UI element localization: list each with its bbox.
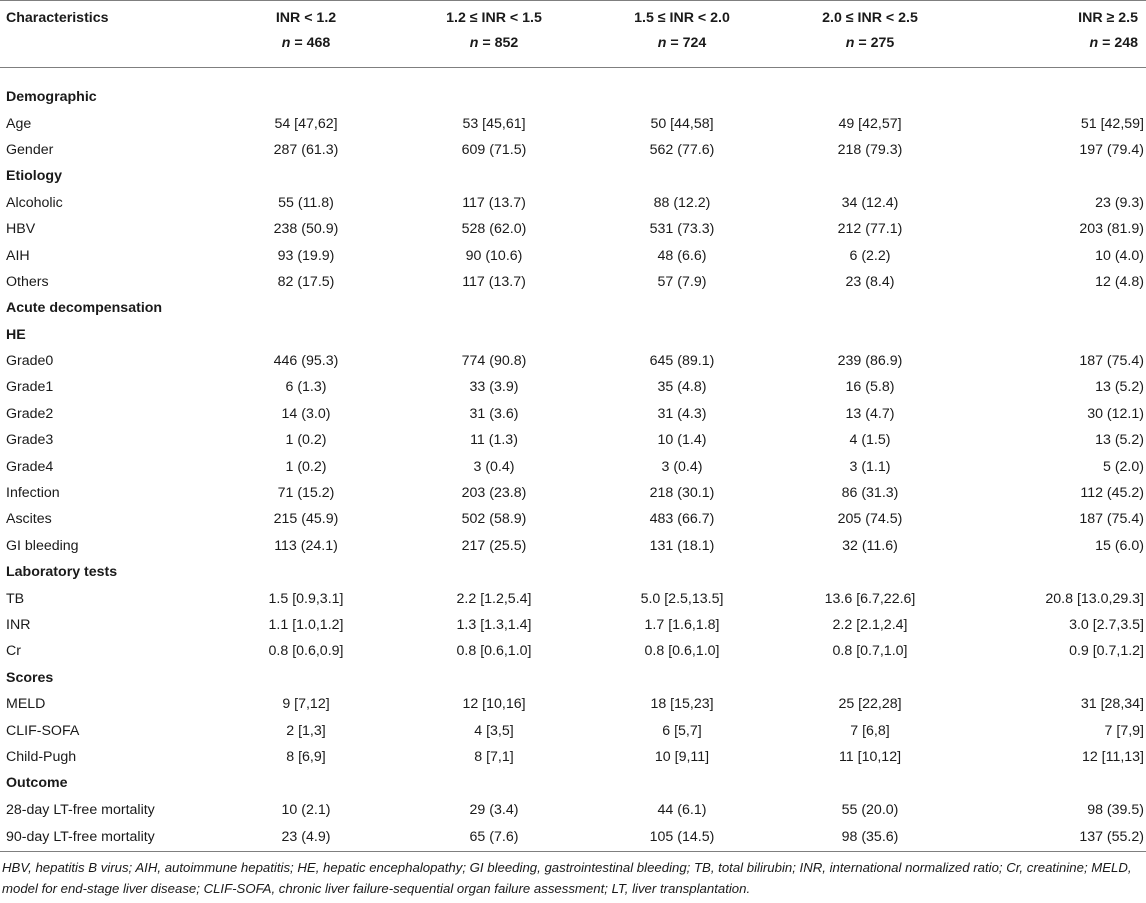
cell-value: 483 (66.7): [649, 511, 715, 528]
cell-value: 6 (2.2): [849, 247, 891, 264]
cell-value: 50 [44,58]: [650, 115, 714, 132]
cell-value: 0.9 [0.7,1.2]: [1069, 643, 1144, 660]
cell-value: 10 (1.4): [657, 432, 707, 449]
cell-value: 93 (19.9): [277, 247, 335, 264]
table-row: [0, 401, 1146, 427]
cell-value: 55 (11.8): [278, 194, 334, 211]
cell-value: 0.8 [0.6,1.0]: [644, 643, 720, 660]
table-row: [0, 137, 1146, 163]
row-label: 28-day LT-free mortality: [6, 801, 155, 818]
cell-value: 15 (6.0): [1095, 537, 1144, 554]
table-row: [0, 717, 1146, 743]
cell-value: 53 [45,61]: [462, 115, 526, 132]
row-label: Age: [6, 115, 32, 132]
cell-value: 71 (15.2): [277, 485, 335, 502]
header-group-label: 2.0 ≤ INR < 2.5: [822, 10, 918, 26]
section-etiology: Etiology: [6, 168, 62, 185]
table-row: [0, 797, 1146, 823]
cell-value: 774 (90.8): [461, 353, 527, 370]
cell-value: 34 (12.4): [841, 194, 899, 211]
cell-value: 0.8 [0.6,1.0]: [456, 643, 532, 660]
header-n-row: [0, 35, 1146, 68]
cell-value: 8 [7,1]: [474, 748, 514, 765]
cell-value: 218 (79.3): [837, 141, 903, 158]
cell-value: 98 (39.5): [1087, 801, 1144, 818]
cell-value: 212 (77.1): [837, 221, 903, 238]
cell-value: 44 (6.1): [657, 801, 707, 818]
cell-value: 13 (5.2): [1095, 432, 1144, 449]
cell-value: 137 (55.2): [1079, 828, 1144, 845]
cell-value: 5.0 [2.5,13.5]: [640, 590, 724, 607]
cell-value: 86 (31.3): [841, 485, 899, 502]
row-label: MELD: [6, 696, 46, 713]
cell-value: 8 [6,9]: [286, 748, 326, 765]
cell-value: 531 (73.3): [649, 221, 715, 238]
table-row: [0, 453, 1146, 479]
row-label: Grade4: [6, 458, 54, 475]
cell-value: 3.0 [2.7,3.5]: [1069, 617, 1144, 633]
table-row: [0, 348, 1146, 374]
section-acute-decompensation: Acute decompensation: [6, 300, 163, 317]
header-group-n: n = 468: [281, 35, 331, 51]
cell-value: 1.7 [1.6,1.8]: [644, 617, 720, 633]
cell-value: 3 (1.1): [849, 458, 891, 475]
cell-value: 4 [3,5]: [474, 722, 514, 739]
row-label: Alcoholic: [6, 194, 63, 211]
cell-value: 2 [1,3]: [286, 722, 326, 739]
row-label: HBV: [6, 221, 36, 238]
cell-value: 287 (61.3): [273, 141, 339, 158]
cell-value: 7 [6,8]: [850, 722, 890, 739]
cell-value: 57 (7.9): [657, 273, 707, 290]
header-group-label: 1.2 ≤ INR < 1.5: [446, 10, 542, 26]
table-row: [0, 585, 1146, 611]
cell-value: 12 [11,13]: [1081, 748, 1144, 765]
table-row: [0, 190, 1146, 216]
table-row: [0, 374, 1146, 400]
cell-value: 14 (3.0): [281, 405, 331, 422]
cell-value: 3 (0.4): [473, 458, 515, 475]
row-label: Grade1: [6, 379, 54, 396]
cell-value: 12 (4.8): [1095, 273, 1144, 290]
row-label: AIH: [6, 247, 30, 264]
cell-value: 2.2 [2.1,2.4]: [832, 617, 908, 633]
cell-value: 13 (5.2): [1095, 379, 1144, 396]
cell-value: 203 (23.8): [461, 485, 527, 502]
cell-value: 48 (6.6): [657, 247, 707, 264]
cell-value: 645 (89.1): [649, 353, 715, 370]
cell-value: 10 (2.1): [281, 801, 331, 818]
row-label: Others: [6, 273, 49, 290]
cell-value: 6 (1.3): [285, 379, 327, 396]
cell-value: 10 (4.0): [1095, 247, 1144, 264]
row-label: Ascites: [6, 511, 52, 528]
section-demographic: Demographic: [6, 89, 97, 106]
cell-value: 528 (62.0): [461, 221, 527, 238]
table-footnote: HBV, hepatitis B virus; AIH, autoimmune hepatitis; HE, hepatic encephalopathy; GI bleeding, gastrointestinal bleeding; TB, total bilirubin; INR, international normalized ratio; Cr, creatinine; MELD, model for end-stage liver disease; CLIF-SOFA, chronic liver failure-sequential organ failure assessment; LT, liver transplantation.: [2, 860, 1132, 896]
cell-value: 55 (20.0): [841, 801, 899, 818]
row-label: Grade3: [6, 432, 54, 449]
cell-value: 112 (45.2): [1080, 485, 1144, 502]
cell-value: 203 (81.9): [1079, 221, 1144, 238]
section-scores: Scores: [6, 669, 54, 686]
row-label: Cr: [6, 643, 21, 660]
table-row: [0, 269, 1146, 295]
cell-value: 82 (17.5): [277, 273, 335, 290]
cell-value: 4 (1.5): [849, 432, 891, 449]
header-group-label: INR ≥ 2.5: [1078, 10, 1138, 26]
cell-value: 7 [7,9]: [1104, 722, 1144, 739]
cell-value: 88 (12.2): [653, 194, 711, 211]
cell-value: 11 [10,12]: [838, 748, 902, 765]
cell-value: 131 (18.1): [649, 537, 715, 554]
cell-value: 65 (7.6): [469, 828, 519, 845]
cell-value: 3 (0.4): [661, 458, 703, 475]
row-label: INR: [6, 617, 31, 633]
cell-value: 5 (2.0): [1102, 458, 1144, 475]
cell-value: 117 (13.7): [462, 194, 526, 211]
cell-value: 218 (30.1): [649, 485, 715, 502]
cell-value: 197 (79.4): [1079, 141, 1144, 158]
cell-value: 215 (45.9): [273, 511, 339, 528]
cell-value: 16 (5.8): [845, 379, 895, 396]
row-label: CLIF-SOFA: [6, 722, 80, 739]
table-row: [0, 480, 1146, 506]
row-label: Gender: [6, 141, 54, 158]
section-he: HE: [6, 326, 26, 343]
cell-value: 205 (74.5): [837, 511, 903, 528]
table-row: [0, 216, 1146, 242]
cell-value: 0.8 [0.6,0.9]: [268, 643, 344, 660]
cell-value: 98 (35.6): [841, 828, 899, 845]
header-group-n: n = 724: [657, 35, 707, 51]
row-label: GI bleeding: [6, 537, 79, 554]
cell-value: 35 (4.8): [657, 379, 707, 396]
cell-value: 31 [28,34]: [1080, 696, 1144, 713]
cell-value: 217 (25.5): [461, 537, 527, 554]
cell-value: 9 [7,12]: [282, 696, 330, 713]
header-group-label: 1.5 ≤ INR < 2.0: [634, 10, 730, 26]
cell-value: 31 (3.6): [469, 405, 519, 422]
cell-value: 562 (77.6): [649, 141, 715, 158]
table-row: [0, 744, 1146, 770]
table-row: [0, 242, 1146, 268]
cell-value: 105 (14.5): [649, 828, 715, 845]
cell-value: 446 (95.3): [273, 353, 339, 370]
cell-value: 1 (0.2): [285, 458, 327, 475]
cell-value: 113 (24.1): [274, 537, 338, 554]
cell-value: 2.2 [1.2,5.4]: [456, 590, 532, 607]
cell-value: 239 (86.9): [837, 353, 903, 370]
cell-value: 33 (3.9): [469, 379, 519, 396]
cell-value: 238 (50.9): [273, 221, 339, 238]
row-label: Child-Pugh: [6, 748, 77, 765]
header-group-n: n = 275: [845, 35, 895, 51]
table-row: [0, 823, 1146, 852]
header-group-n: n = 852: [469, 35, 519, 51]
table-row: [0, 612, 1146, 638]
cell-value: 13.6 [6.7,22.6]: [824, 590, 916, 607]
cell-value: 23 (8.4): [845, 273, 895, 290]
cell-value: 1.5 [0.9,3.1]: [268, 590, 344, 607]
cell-value: 25 [22,28]: [838, 696, 902, 713]
cell-value: 10 [9,11]: [654, 748, 710, 765]
cell-value: 23 (4.9): [281, 828, 331, 845]
section-laboratory-tests: Laboratory tests: [6, 564, 118, 581]
cell-value: 0.8 [0.7,1.0]: [832, 643, 908, 660]
cell-value: 502 (58.9): [461, 511, 527, 528]
cell-value: 51 [42,59]: [1080, 115, 1144, 132]
table-row: [0, 638, 1146, 664]
cell-value: 20.8 [13.0,29.3]: [1045, 590, 1144, 607]
row-label: Grade0: [6, 353, 54, 370]
table-row: [0, 506, 1146, 532]
cell-value: 117 (13.7): [462, 273, 526, 290]
row-label: Infection: [6, 485, 60, 502]
table-row: [0, 691, 1146, 717]
header-characteristics: Characteristics: [6, 10, 109, 26]
header-row: [0, 1, 1146, 36]
table-row: [0, 110, 1146, 136]
header-group-n: n = 248: [1089, 35, 1138, 51]
cell-value: 13 (4.7): [845, 405, 895, 422]
cell-value: 90 (10.6): [465, 247, 523, 264]
cell-value: 31 (4.3): [657, 405, 707, 422]
row-label: Grade2: [6, 405, 54, 422]
cell-value: 187 (75.4): [1079, 353, 1144, 370]
cell-value: 30 (12.1): [1087, 405, 1144, 422]
cell-value: 49 [42,57]: [838, 115, 902, 132]
cell-value: 54 [47,62]: [274, 115, 338, 132]
cell-value: 29 (3.4): [469, 801, 519, 818]
cell-value: 11 (1.3): [470, 432, 518, 449]
cell-value: 18 [15,23]: [650, 696, 714, 713]
cell-value: 6 [5,7]: [662, 722, 702, 739]
cell-value: 187 (75.4): [1079, 511, 1144, 528]
header-group-label: INR < 1.2: [275, 10, 337, 26]
row-label: 90-day LT-free mortality: [6, 828, 155, 845]
cell-value: 12 [10,16]: [462, 696, 526, 713]
cell-value: 1 (0.2): [285, 432, 327, 449]
section-outcome: Outcome: [6, 775, 68, 792]
cell-value: 609 (71.5): [461, 141, 527, 158]
cell-value: 1.1 [1.0,1.2]: [268, 617, 344, 633]
cell-value: 1.3 [1.3,1.4]: [456, 617, 532, 633]
cell-value: 23 (9.3): [1095, 194, 1144, 211]
cell-value: 32 (11.6): [842, 537, 898, 554]
row-label: TB: [6, 590, 25, 607]
table-row: [0, 533, 1146, 559]
table-row: [0, 427, 1146, 453]
